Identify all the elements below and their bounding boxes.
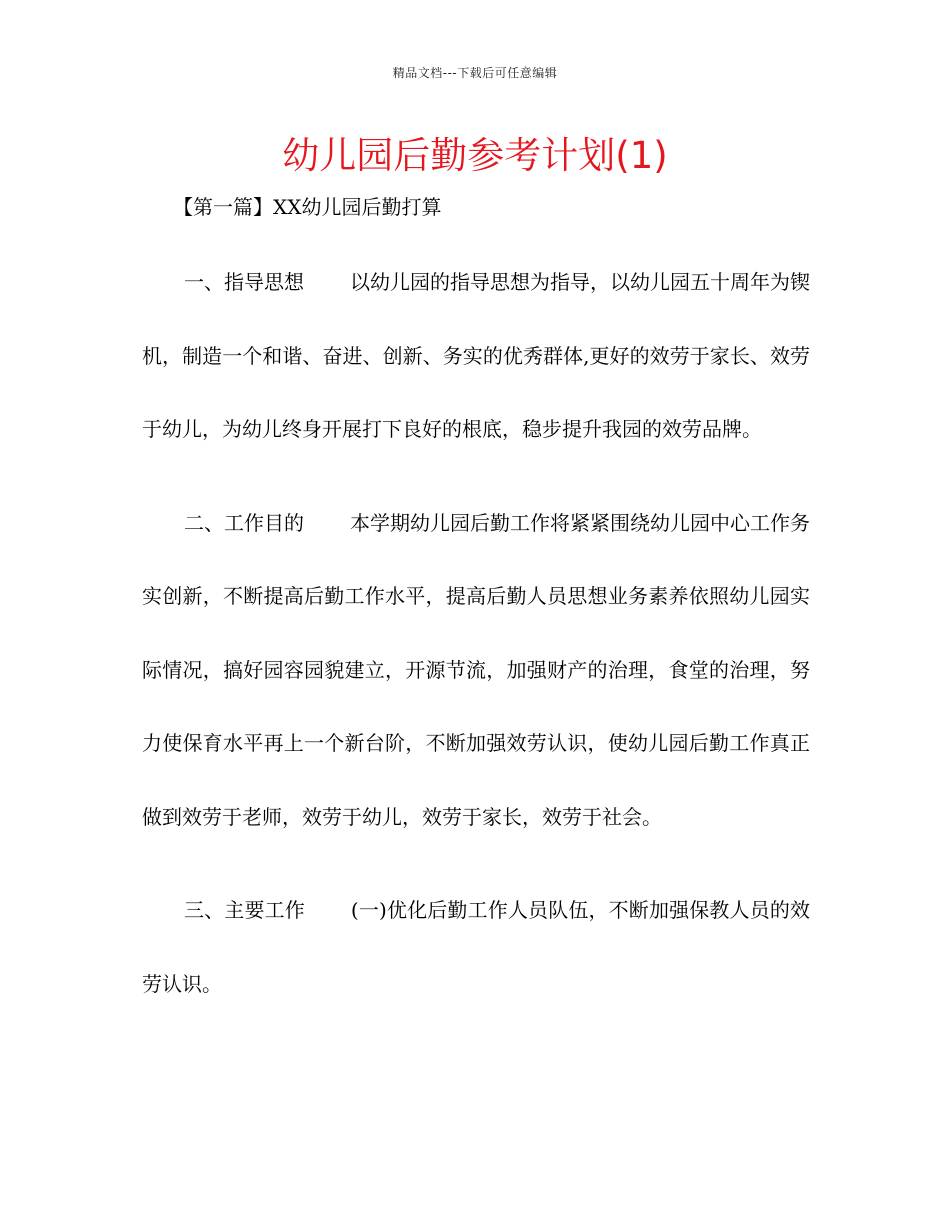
- header-note: 精品文档---下载后可任意编辑: [392, 66, 558, 80]
- document-body: [142, 188, 810, 1021]
- section-guiding-ideology: [142, 246, 810, 467]
- document-subtitle: 【第一篇】XX幼儿园后勤打算: [173, 195, 442, 219]
- document-title: 幼儿园后勤参考计划(1): [282, 134, 668, 177]
- section-work-goals: [142, 487, 810, 855]
- section-text: 本学期幼儿园后勤工作将紧紧围绕幼儿园中心工作务实创新，不断提高后勤工作水平，提高后勤人员思想业务素养依照幼儿园实际情况，搞好园容园貌建立，开源节流，加强财产的治理，食堂的治理，努力使保育水平再上一个新台阶，不断加强效劳认识，使幼儿园后勤工作真正做到效劳于老师，效劳于幼儿，效劳于家长，效劳于社会。: [142, 510, 810, 829]
- section-heading: 三、主要工作: [184, 898, 305, 922]
- section-heading: 二、工作目的: [184, 510, 304, 535]
- section-heading: 一、指导思想: [184, 270, 304, 294]
- section-text: 以幼儿园的指导思想为指导，以幼儿园五十周年为锲机，制造一个和谐、奋进、创新、务实的优秀群体,更好的效劳于家长、效劳于幼儿，为幼儿终身开展打下良好的根底，稳步提升我园的效劳品牌。: [142, 270, 810, 441]
- section-main-work: [142, 874, 810, 1021]
- section-text: (一)优化后勤工作人员队伍，不断加强保教人员的效劳认识。: [142, 898, 811, 996]
